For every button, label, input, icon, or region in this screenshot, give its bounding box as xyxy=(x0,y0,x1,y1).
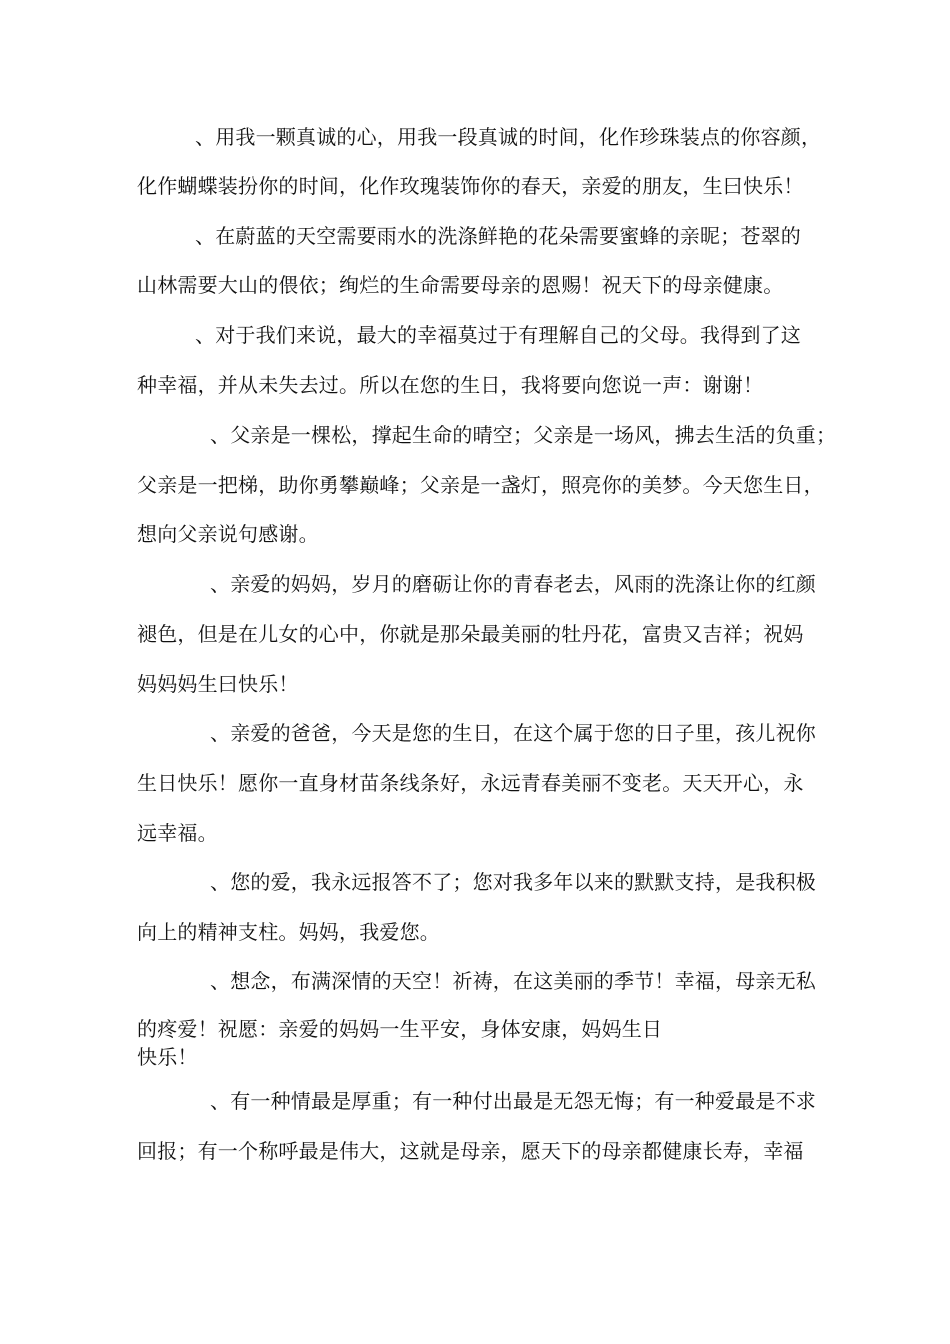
text-line: 、父亲是一棵松，撑起生命的晴空；父亲是一场风，拂去生活的负重； xyxy=(210,423,837,447)
text-line: 、亲爱的妈妈，岁月的磨砺让你的青春老去，风雨的洗涤让你的红颜 xyxy=(210,572,816,596)
text-line: 、有一种情最是厚重；有一种付出最是无怨无悔；有一种爱最是不求 xyxy=(210,1089,816,1113)
text-line: 快乐！ xyxy=(137,1045,198,1069)
text-line: 褪色，但是在儿女的心中，你就是那朵最美丽的牡丹花，富贵又吉祥；祝妈 xyxy=(137,622,804,646)
text-line: 、您的爱，我永远报答不了；您对我多年以来的默默支持，是我积极 xyxy=(210,870,816,894)
text-line: 妈妈妈生曰快乐！ xyxy=(137,672,299,696)
text-line: 、对于我们来说，最大的幸福莫过于有理解自己的父母。我得到了这 xyxy=(195,323,801,347)
text-line: 生日快乐！愿你一直身材苗条线条好，永远青春美丽不变老。天天开心，永 xyxy=(137,771,804,795)
text-line: 、亲爱的爸爸，今天是您的生日，在这个属于您的日子里，孩儿祝你 xyxy=(210,721,816,745)
text-line: 的疼爱！祝愿：亲爱的妈妈一生平安，身体安康，妈妈生日 xyxy=(137,1017,663,1041)
text-line: 化作蝴蝶装扮你的时间，化作玫瑰装饰你的春天，亲爱的朋友，生曰快乐！ xyxy=(137,174,804,198)
text-line: 、在蔚蓝的天空需要雨水的洗涤鲜艳的花朵需要蜜蜂的亲昵；苍翠的 xyxy=(195,224,801,248)
text-line: 父亲是一把梯，助你勇攀巅峰；父亲是一盏灯，照亮你的美梦。今天您生日， xyxy=(137,473,824,497)
text-line: 向上的精神支柱。妈妈，我爱您。 xyxy=(137,920,440,944)
text-line: 、想念，布满深情的天空！祈祷，在这美丽的季节！幸福，母亲无私 xyxy=(210,969,816,993)
text-line: 回报；有一个称呼最是伟大，这就是母亲，愿天下的母亲都健康长寿，幸福 xyxy=(137,1139,804,1163)
text-line: 种幸福，并从未失去过。所以在您的生日，我将要向您说一声：谢谢！ xyxy=(137,373,764,397)
text-line: 山林需要大山的偎依；绚烂的生命需要母亲的恩赐！祝天下的母亲健康。 xyxy=(137,273,784,297)
text-line: 远幸福。 xyxy=(137,821,218,845)
text-line: 、用我一颗真诚的心，用我一段真诚的时间，化作珍珠装点的你容颜， xyxy=(195,125,822,149)
text-line: 想向父亲说句感谢。 xyxy=(137,522,319,546)
